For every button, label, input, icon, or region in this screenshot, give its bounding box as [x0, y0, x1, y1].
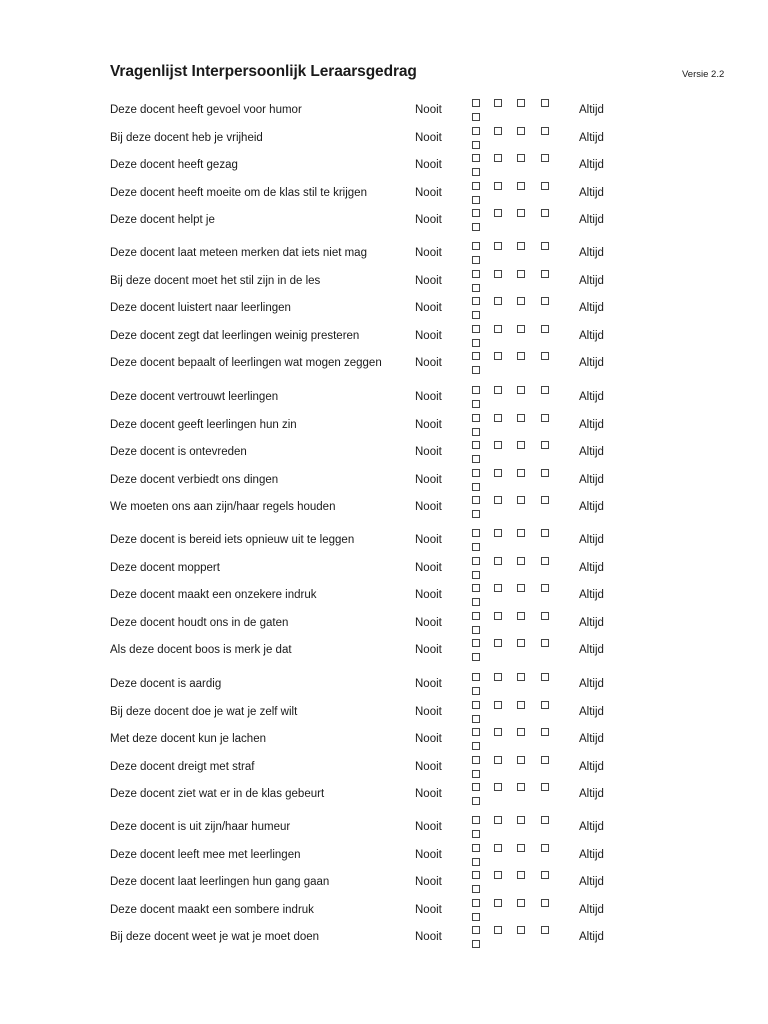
- question-text: Deze docent dreigt met straf: [110, 760, 255, 773]
- scale-high-label: Altijd: [579, 760, 604, 773]
- rating-checkbox-3[interactable]: [494, 182, 502, 190]
- rating-checkbox-4[interactable]: [517, 816, 525, 824]
- version-label: Versie 2.2: [682, 69, 725, 80]
- rating-checkbox-1[interactable]: [472, 584, 480, 592]
- rating-checkbox-2[interactable]: [472, 113, 480, 121]
- question-text: Deze docent maakt een sombere indruk: [110, 903, 314, 916]
- rating-checkbox-4[interactable]: [517, 270, 525, 278]
- rating-checkbox-5[interactable]: [541, 127, 549, 135]
- question-row: [0, 901, 768, 921]
- scale-high-label: Altijd: [579, 159, 604, 172]
- question-row: [0, 471, 768, 491]
- rating-checkbox-2[interactable]: [472, 940, 480, 948]
- rating-checkbox-4[interactable]: [517, 871, 525, 879]
- rating-checkbox-1[interactable]: [472, 242, 480, 250]
- rating-checkbox-1[interactable]: [472, 871, 480, 879]
- question-row: [0, 211, 768, 231]
- question-text: Bij deze docent doe je wat je zelf wilt: [110, 705, 298, 718]
- rating-checkbox-4[interactable]: [517, 899, 525, 907]
- rating-checkbox-4[interactable]: [517, 386, 525, 394]
- rating-checkbox-2[interactable]: [472, 797, 480, 805]
- scale-low-label: Nooit: [415, 473, 442, 486]
- rating-checkbox-3[interactable]: [494, 297, 502, 305]
- rating-checkbox-3[interactable]: [494, 270, 502, 278]
- rating-checkbox-1[interactable]: [472, 414, 480, 422]
- rating-checkbox-4[interactable]: [517, 469, 525, 477]
- question-row: [0, 101, 768, 121]
- scale-high-label: Altijd: [579, 418, 604, 431]
- scale-low-label: Nooit: [415, 104, 442, 116]
- question-row: [0, 641, 768, 661]
- rating-checkbox-1[interactable]: [472, 816, 480, 824]
- scale-low-label: Nooit: [415, 329, 442, 342]
- scale-low-label: Nooit: [415, 876, 442, 889]
- question-row: [0, 928, 768, 948]
- rating-checkbox-1[interactable]: [472, 386, 480, 394]
- scale-low-label: Nooit: [415, 589, 442, 602]
- question-row: [0, 129, 768, 149]
- rating-checkbox-4[interactable]: [517, 673, 525, 681]
- rating-checkbox-5[interactable]: [541, 673, 549, 681]
- question-row: [0, 675, 768, 695]
- rating-checkbox-2[interactable]: [472, 571, 480, 579]
- question-row: [0, 785, 768, 805]
- rating-checkbox-3[interactable]: [494, 209, 502, 217]
- scale-low-label: Nooit: [415, 760, 442, 773]
- rating-checkbox-1[interactable]: [472, 756, 480, 764]
- question-text: Deze docent leeft mee met leerlingen: [110, 848, 301, 861]
- question-row: [0, 354, 768, 374]
- rating-checkbox-1[interactable]: [472, 441, 480, 449]
- question-row: [0, 818, 768, 838]
- rating-checkbox-5[interactable]: [541, 756, 549, 764]
- scale-high-label: Altijd: [579, 131, 604, 144]
- rating-checkbox-2[interactable]: [472, 168, 480, 176]
- question-text: Deze docent laat leerlingen hun gang gaan: [110, 876, 330, 889]
- scale-low-label: Nooit: [415, 357, 442, 370]
- rating-checkbox-5[interactable]: [541, 209, 549, 217]
- rating-checkbox-2[interactable]: [472, 339, 480, 347]
- question-text: Deze docent ziet wat er in de klas gebeurt: [110, 788, 325, 801]
- rating-checkbox-3[interactable]: [494, 529, 502, 537]
- question-row: [0, 156, 768, 176]
- question-text: Deze docent moppert: [110, 561, 220, 574]
- rating-checkbox-2[interactable]: [472, 626, 480, 634]
- question-text: Als deze docent boos is merk je dat: [110, 644, 292, 657]
- question-text: Deze docent helpt je: [110, 214, 215, 227]
- rating-checkbox-3[interactable]: [494, 99, 502, 107]
- question-text: Deze docent bepaalt of leerlingen wat mogen zeggen: [110, 357, 382, 370]
- rating-checkbox-4[interactable]: [517, 325, 525, 333]
- rating-checkbox-1[interactable]: [472, 99, 480, 107]
- scale-high-label: Altijd: [579, 733, 604, 746]
- question-row: [0, 758, 768, 778]
- question-row: [0, 559, 768, 579]
- rating-checkbox-5[interactable]: [541, 469, 549, 477]
- question-text: Deze docent houdt ons in de gaten: [110, 616, 289, 629]
- question-row: [0, 416, 768, 436]
- rating-checkbox-3[interactable]: [494, 154, 502, 162]
- question-row: [0, 272, 768, 292]
- question-text: Bij deze docent moet het stil zijn in de les: [110, 274, 321, 287]
- rating-checkbox-4[interactable]: [517, 154, 525, 162]
- rating-checkbox-2[interactable]: [472, 653, 480, 661]
- rating-checkbox-3[interactable]: [494, 127, 502, 135]
- rating-checkbox-2[interactable]: [472, 510, 480, 518]
- scale-high-label: Altijd: [579, 848, 604, 861]
- rating-checkbox-3[interactable]: [494, 242, 502, 250]
- scale-low-label: Nooit: [415, 302, 442, 315]
- rating-checkbox-4[interactable]: [517, 584, 525, 592]
- rating-checkbox-1[interactable]: [472, 926, 480, 934]
- rating-checkbox-3[interactable]: [494, 756, 502, 764]
- rating-checkbox-1[interactable]: [472, 209, 480, 217]
- rating-checkbox-4[interactable]: [517, 844, 525, 852]
- rating-checkbox-5[interactable]: [541, 612, 549, 620]
- rating-checkbox-4[interactable]: [517, 414, 525, 422]
- rating-checkbox-5[interactable]: [541, 414, 549, 422]
- rating-checkbox-4[interactable]: [517, 701, 525, 709]
- rating-checkbox-1[interactable]: [472, 701, 480, 709]
- scale-low-label: Nooit: [415, 903, 442, 916]
- rating-checkbox-1[interactable]: [472, 728, 480, 736]
- rating-checkbox-2[interactable]: [472, 770, 480, 778]
- scale-low-label: Nooit: [415, 214, 442, 227]
- question-row: [0, 730, 768, 750]
- rating-checkbox-2[interactable]: [472, 830, 480, 838]
- scale-high-label: Altijd: [579, 247, 604, 259]
- rating-checkbox-1[interactable]: [472, 127, 480, 135]
- rating-checkbox-4[interactable]: [517, 529, 525, 537]
- rating-checkbox-1[interactable]: [472, 899, 480, 907]
- rating-checkbox-5[interactable]: [541, 352, 549, 360]
- rating-checkbox-5[interactable]: [541, 99, 549, 107]
- rating-checkbox-2[interactable]: [472, 742, 480, 750]
- question-row: [0, 443, 768, 463]
- question-text: Deze docent is bereid iets opnieuw uit te leggen: [110, 534, 355, 546]
- scale-high-label: Altijd: [579, 391, 604, 403]
- rating-checkbox-3[interactable]: [494, 899, 502, 907]
- rating-checkbox-5[interactable]: [541, 242, 549, 250]
- question-text: Deze docent heeft moeite om de klas stil te krijgen: [110, 186, 367, 199]
- rating-checkbox-2[interactable]: [472, 196, 480, 204]
- question-text: Bij deze docent weet je wat je moet doen: [110, 931, 320, 944]
- rating-checkbox-2[interactable]: [472, 455, 480, 463]
- scale-low-label: Nooit: [415, 247, 442, 259]
- question-row: [0, 703, 768, 723]
- rating-checkbox-1[interactable]: [472, 270, 480, 278]
- rating-checkbox-4[interactable]: [517, 612, 525, 620]
- scale-low-label: Nooit: [415, 678, 442, 690]
- rating-checkbox-2[interactable]: [472, 483, 480, 491]
- scale-low-label: Nooit: [415, 733, 442, 746]
- scale-high-label: Altijd: [579, 705, 604, 718]
- question-text: Deze docent is aardig: [110, 678, 222, 690]
- scale-low-label: Nooit: [415, 616, 442, 629]
- question-text: Bij deze docent heb je vrijheid: [110, 131, 263, 144]
- rating-checkbox-5[interactable]: [541, 871, 549, 879]
- question-row: [0, 531, 768, 551]
- rating-checkbox-3[interactable]: [494, 639, 502, 647]
- rating-checkbox-2[interactable]: [472, 223, 480, 231]
- rating-checkbox-2[interactable]: [472, 543, 480, 551]
- rating-checkbox-2[interactable]: [472, 885, 480, 893]
- scale-high-label: Altijd: [579, 788, 604, 801]
- rating-checkbox-4[interactable]: [517, 242, 525, 250]
- rating-checkbox-5[interactable]: [541, 701, 549, 709]
- rating-checkbox-4[interactable]: [517, 99, 525, 107]
- question-row: [0, 873, 768, 893]
- question-text: Deze docent luistert naar leerlingen: [110, 302, 291, 315]
- rating-checkbox-1[interactable]: [472, 612, 480, 620]
- scale-low-label: Nooit: [415, 534, 442, 546]
- question-text: Deze docent verbiedt ons dingen: [110, 473, 279, 486]
- rating-checkbox-3[interactable]: [494, 612, 502, 620]
- rating-checkbox-4[interactable]: [517, 926, 525, 934]
- rating-checkbox-5[interactable]: [541, 557, 549, 565]
- question-text: Deze docent zegt dat leerlingen weinig presteren: [110, 329, 360, 342]
- rating-checkbox-5[interactable]: [541, 297, 549, 305]
- scale-high-label: Altijd: [579, 534, 604, 546]
- scale-low-label: Nooit: [415, 931, 442, 944]
- rating-checkbox-1[interactable]: [472, 529, 480, 537]
- scale-high-label: Altijd: [579, 616, 604, 629]
- rating-checkbox-3[interactable]: [494, 496, 502, 504]
- scale-high-label: Altijd: [579, 501, 604, 514]
- rating-checkbox-3[interactable]: [494, 783, 502, 791]
- scale-high-label: Altijd: [579, 329, 604, 342]
- rating-checkbox-1[interactable]: [472, 639, 480, 647]
- question-text: Deze docent vertrouwt leerlingen: [110, 391, 279, 403]
- scale-low-label: Nooit: [415, 418, 442, 431]
- question-row: [0, 388, 768, 408]
- scale-low-label: Nooit: [415, 501, 442, 514]
- scale-high-label: Altijd: [579, 931, 604, 944]
- rating-checkbox-3[interactable]: [494, 926, 502, 934]
- scale-high-label: Altijd: [579, 678, 604, 690]
- rating-checkbox-3[interactable]: [494, 871, 502, 879]
- scale-low-label: Nooit: [415, 186, 442, 199]
- rating-checkbox-5[interactable]: [541, 728, 549, 736]
- question-row: [0, 327, 768, 347]
- rating-checkbox-4[interactable]: [517, 639, 525, 647]
- rating-checkbox-3[interactable]: [494, 352, 502, 360]
- scale-low-label: Nooit: [415, 274, 442, 287]
- scale-low-label: Nooit: [415, 446, 442, 459]
- rating-checkbox-5[interactable]: [541, 639, 549, 647]
- question-row: [0, 614, 768, 634]
- question-row: [0, 846, 768, 866]
- rating-checkbox-4[interactable]: [517, 728, 525, 736]
- scale-high-label: Altijd: [579, 104, 604, 116]
- scale-low-label: Nooit: [415, 788, 442, 801]
- rating-checkbox-2[interactable]: [472, 687, 480, 695]
- scale-high-label: Altijd: [579, 302, 604, 315]
- rating-checkbox-5[interactable]: [541, 584, 549, 592]
- rating-checkbox-2[interactable]: [472, 715, 480, 723]
- rating-checkbox-1[interactable]: [472, 469, 480, 477]
- scale-high-label: Altijd: [579, 561, 604, 574]
- rating-checkbox-2[interactable]: [472, 858, 480, 866]
- question-text: We moeten ons aan zijn/haar regels houden: [110, 501, 336, 514]
- scale-low-label: Nooit: [415, 391, 442, 403]
- rating-checkbox-5[interactable]: [541, 816, 549, 824]
- scale-low-label: Nooit: [415, 644, 442, 657]
- question-text: Deze docent laat meteen merken dat iets niet mag: [110, 247, 367, 259]
- rating-checkbox-2[interactable]: [472, 598, 480, 606]
- rating-checkbox-4[interactable]: [517, 783, 525, 791]
- rating-checkbox-5[interactable]: [541, 926, 549, 934]
- rating-checkbox-3[interactable]: [494, 325, 502, 333]
- rating-checkbox-1[interactable]: [472, 154, 480, 162]
- rating-checkbox-4[interactable]: [517, 182, 525, 190]
- rating-checkbox-5[interactable]: [541, 270, 549, 278]
- rating-checkbox-2[interactable]: [472, 913, 480, 921]
- rating-checkbox-5[interactable]: [541, 325, 549, 333]
- rating-checkbox-2[interactable]: [472, 366, 480, 374]
- scale-low-label: Nooit: [415, 561, 442, 574]
- rating-checkbox-4[interactable]: [517, 496, 525, 504]
- question-text: Met deze docent kun je lachen: [110, 733, 266, 746]
- rating-checkbox-5[interactable]: [541, 844, 549, 852]
- rating-checkbox-2[interactable]: [472, 141, 480, 149]
- rating-checkbox-2[interactable]: [472, 311, 480, 319]
- scale-low-label: Nooit: [415, 848, 442, 861]
- rating-checkbox-5[interactable]: [541, 899, 549, 907]
- rating-checkbox-4[interactable]: [517, 352, 525, 360]
- rating-checkbox-3[interactable]: [494, 816, 502, 824]
- scale-high-label: Altijd: [579, 473, 604, 486]
- rating-checkbox-4[interactable]: [517, 297, 525, 305]
- scale-high-label: Altijd: [579, 821, 604, 833]
- rating-checkbox-1[interactable]: [472, 783, 480, 791]
- rating-checkbox-4[interactable]: [517, 209, 525, 217]
- question-text: Deze docent is uit zijn/haar humeur: [110, 821, 291, 833]
- scale-high-label: Altijd: [579, 357, 604, 370]
- rating-checkbox-2[interactable]: [472, 284, 480, 292]
- rating-checkbox-4[interactable]: [517, 756, 525, 764]
- rating-checkbox-3[interactable]: [494, 469, 502, 477]
- question-row: [0, 184, 768, 204]
- question-row: [0, 586, 768, 606]
- rating-checkbox-1[interactable]: [472, 297, 480, 305]
- rating-checkbox-3[interactable]: [494, 557, 502, 565]
- question-text: Deze docent heeft gezag: [110, 159, 238, 172]
- rating-checkbox-1[interactable]: [472, 352, 480, 360]
- rating-checkbox-1[interactable]: [472, 496, 480, 504]
- rating-checkbox-1[interactable]: [472, 182, 480, 190]
- rating-checkbox-2[interactable]: [472, 400, 480, 408]
- question-row: [0, 498, 768, 518]
- rating-checkbox-5[interactable]: [541, 441, 549, 449]
- rating-checkbox-3[interactable]: [494, 844, 502, 852]
- rating-checkbox-3[interactable]: [494, 701, 502, 709]
- rating-checkbox-3[interactable]: [494, 441, 502, 449]
- scale-high-label: Altijd: [579, 876, 604, 889]
- rating-checkbox-5[interactable]: [541, 182, 549, 190]
- rating-checkbox-5[interactable]: [541, 783, 549, 791]
- question-text: Deze docent heeft gevoel voor humor: [110, 104, 302, 116]
- rating-checkbox-2[interactable]: [472, 256, 480, 264]
- scale-high-label: Altijd: [579, 214, 604, 227]
- scale-high-label: Altijd: [579, 446, 604, 459]
- scale-high-label: Altijd: [579, 186, 604, 199]
- rating-checkbox-1[interactable]: [472, 325, 480, 333]
- page-title: Vragenlijst Interpersoonlijk Leraarsgedrag: [110, 63, 417, 80]
- rating-checkbox-1[interactable]: [472, 673, 480, 681]
- scale-low-label: Nooit: [415, 821, 442, 833]
- rating-checkbox-5[interactable]: [541, 529, 549, 537]
- rating-checkbox-3[interactable]: [494, 414, 502, 422]
- scale-low-label: Nooit: [415, 131, 442, 144]
- question-row: [0, 299, 768, 319]
- scale-high-label: Altijd: [579, 589, 604, 602]
- scale-high-label: Altijd: [579, 903, 604, 916]
- rating-checkbox-5[interactable]: [541, 154, 549, 162]
- question-text: Deze docent geeft leerlingen hun zin: [110, 418, 297, 431]
- rating-checkbox-3[interactable]: [494, 673, 502, 681]
- rating-checkbox-4[interactable]: [517, 557, 525, 565]
- question-row: [0, 244, 768, 264]
- rating-checkbox-2[interactable]: [472, 428, 480, 436]
- rating-checkbox-1[interactable]: [472, 557, 480, 565]
- scale-low-label: Nooit: [415, 159, 442, 172]
- rating-checkbox-3[interactable]: [494, 386, 502, 394]
- rating-checkbox-3[interactable]: [494, 584, 502, 592]
- scale-low-label: Nooit: [415, 705, 442, 718]
- question-text: Deze docent is ontevreden: [110, 446, 247, 459]
- rating-checkbox-4[interactable]: [517, 127, 525, 135]
- rating-checkbox-3[interactable]: [494, 728, 502, 736]
- rating-checkbox-5[interactable]: [541, 386, 549, 394]
- scale-high-label: Altijd: [579, 274, 604, 287]
- rating-checkbox-4[interactable]: [517, 441, 525, 449]
- rating-checkbox-5[interactable]: [541, 496, 549, 504]
- rating-checkbox-1[interactable]: [472, 844, 480, 852]
- scale-high-label: Altijd: [579, 644, 604, 657]
- question-text: Deze docent maakt een onzekere indruk: [110, 589, 317, 602]
